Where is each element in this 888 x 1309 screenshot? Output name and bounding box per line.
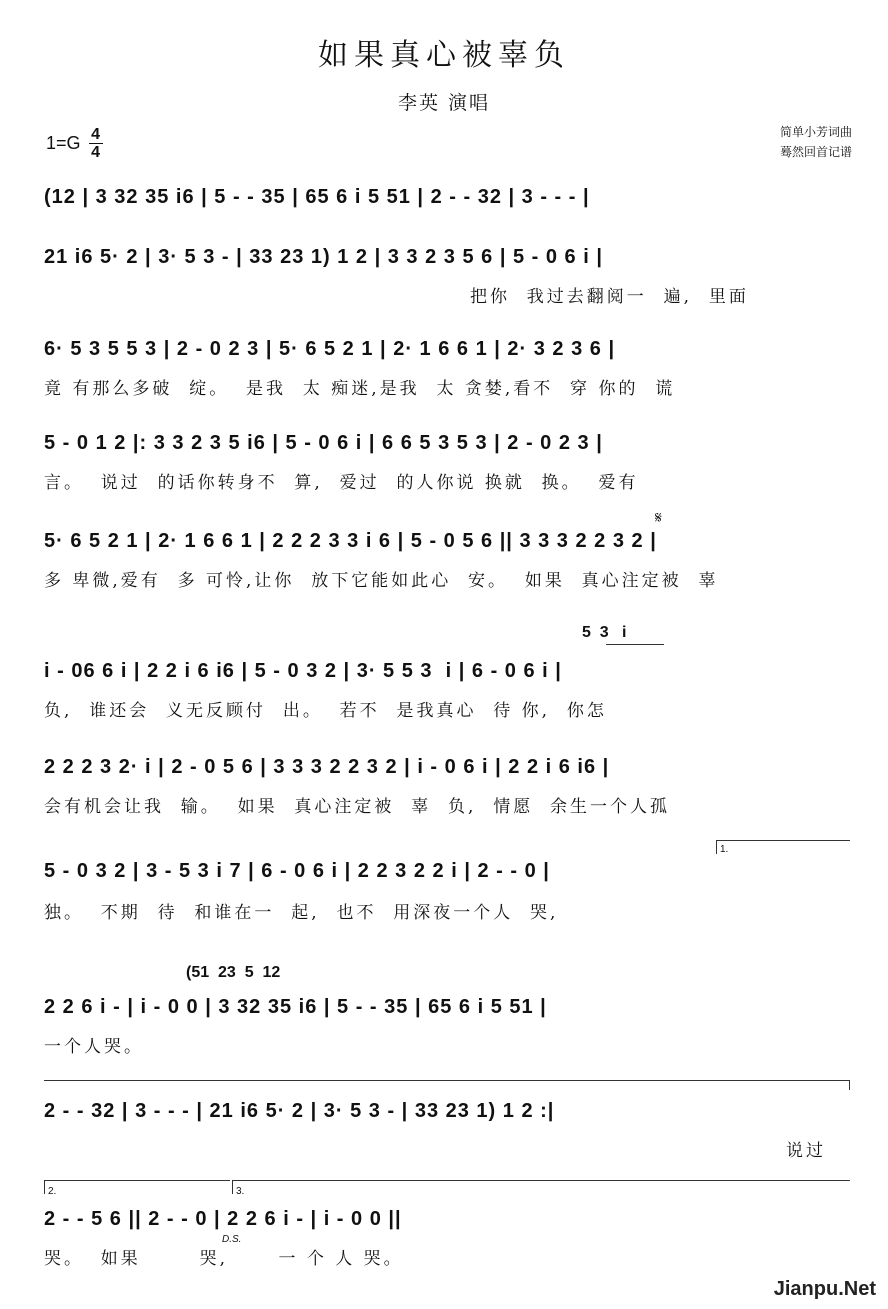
music-row-2: 21 i6 5· 2 | 3· 5 3 - | 33 23 1) 1 2 | 3 3 2 3 5 6 | 5 - 0 6 i |: [44, 246, 603, 268]
lyric-row-9: 一个人哭。: [44, 1037, 144, 1057]
upper-notes-beam: [606, 644, 664, 645]
lyric-row-8: 独。 不期 待 和谁在一 起, 也不 用深夜一个人 哭,: [44, 903, 559, 923]
music-row-6: i - 06 6 i | 2 2 i 6 i6 | 5 - 0 3 2 | 3· 5 5 3 i | 6 - 0 6 i |: [44, 660, 562, 682]
lyric-row-7: 会有机会让我 输。 如果 真心注定被 辜 负, 情愿 余生一个人孤: [44, 797, 671, 817]
music-row-1: (12 | 3 32 35 i6 | 5 - - 35 | 65 6 i 5 51 | 2 - - 32 | 3 - - - |: [44, 186, 590, 208]
segno-sign: 𝄋: [655, 510, 662, 527]
volta-1-edge: [716, 840, 717, 854]
time-bottom: 4: [91, 144, 100, 161]
lyric-row-3: 竟 有那么多破 绽。 是我 太 痴迷,是我 太 贪婪,看不 穿 你的 谎: [44, 379, 676, 399]
lyric-row-5: 多 卑微,爱有 多 可怜,让你 放下它能如此心 安。 如果 真心注定被 辜: [44, 571, 719, 591]
volta-1-bracket: [716, 840, 850, 841]
watermark-logo: Jianpu.Net: [773, 1278, 876, 1300]
performer-line: 李英 演唱: [397, 92, 491, 114]
upper-notes: 5 3 i: [582, 624, 627, 641]
credits: [780, 122, 852, 162]
lyric-row-2: 把你 我过去翻阅一 遍, 里面: [470, 287, 749, 307]
time-top: 4: [91, 126, 100, 143]
ds-label: D.S.: [222, 1234, 242, 1245]
section-bracket-end: [849, 1080, 850, 1090]
volta-3-edge: [232, 1180, 233, 1194]
music-row-9: 2 2 6 i - | i - 0 0 | 3 32 35 i6 | 5 - - 35 | 65 6 i 5 51 |: [44, 996, 547, 1018]
key-signature: [46, 126, 103, 161]
music-row-10: 2 - - 32 | 3 - - - | 21 i6 5· 2 | 3· 5 3 - | 33 23 1) 1 2 :|: [44, 1100, 555, 1122]
transcriber: 蓦然回首记谱: [779, 145, 852, 159]
lyric-row-10: 说过: [786, 1141, 826, 1161]
volta-3-label: 3.: [236, 1186, 245, 1197]
song-title: 如果真心被辜负: [318, 38, 570, 73]
lyricist-composer: 简单小芳词曲: [779, 125, 852, 139]
music-row-11: 2 - - 5 6 || 2 - - 0 | 2 2 6 i - | i - 0 0 ||: [44, 1208, 402, 1230]
music-row-4: 5 - 0 1 2 |: 3 3 2 3 5 i6 | 5 - 0 6 i | 6 6 5 3 5 3 | 2 - 0 2 3 |: [44, 432, 603, 454]
volta-2-bracket: [44, 1180, 230, 1181]
lyric-row-6: 负, 谁还会 义无反顾付 出。 若不 是我真心 待 你, 你怎: [44, 701, 607, 721]
volta-2-edge: [44, 1180, 45, 1194]
volta-1-label: 1.: [720, 844, 729, 855]
time-signature: [89, 126, 103, 161]
music-row-8: 5 - 0 3 2 | 3 - 5 3 i 7 | 6 - 0 6 i | 2 2 3 2 2 i | 2 - - 0 |: [44, 860, 550, 882]
interlude-notes: (51 23 5 12: [186, 964, 281, 981]
lyric-row-4: 言。 说过 的话你转身不 算, 爱过 的人你说 换就 换。 爱有: [44, 473, 639, 493]
lyric-row-11: 哭。 如果 哭, 一 个 人 哭。: [44, 1249, 404, 1269]
key-label: 1=G: [46, 133, 81, 153]
music-row-3: 6· 5 3 5 5 3 | 2 - 0 2 3 | 5· 6 5 2 1 | 2· 1 6 6 1 | 2· 3 2 3 6 |: [44, 338, 616, 360]
music-row-7: 2 2 2 3 2· i | 2 - 0 5 6 | 3 3 3 2 2 3 2 | i - 0 6 i | 2 2 i 6 i6 |: [44, 756, 610, 778]
section-bracket: [44, 1080, 850, 1081]
music-row-5: 5· 6 5 2 1 | 2· 1 6 6 1 | 2 2 2 3 3 i 6 | 5 - 0 5 6 || 3 3 3 2 2 3 2 |: [44, 530, 657, 552]
volta-2-label: 2.: [48, 1186, 57, 1197]
volta-3-bracket: [232, 1180, 850, 1181]
